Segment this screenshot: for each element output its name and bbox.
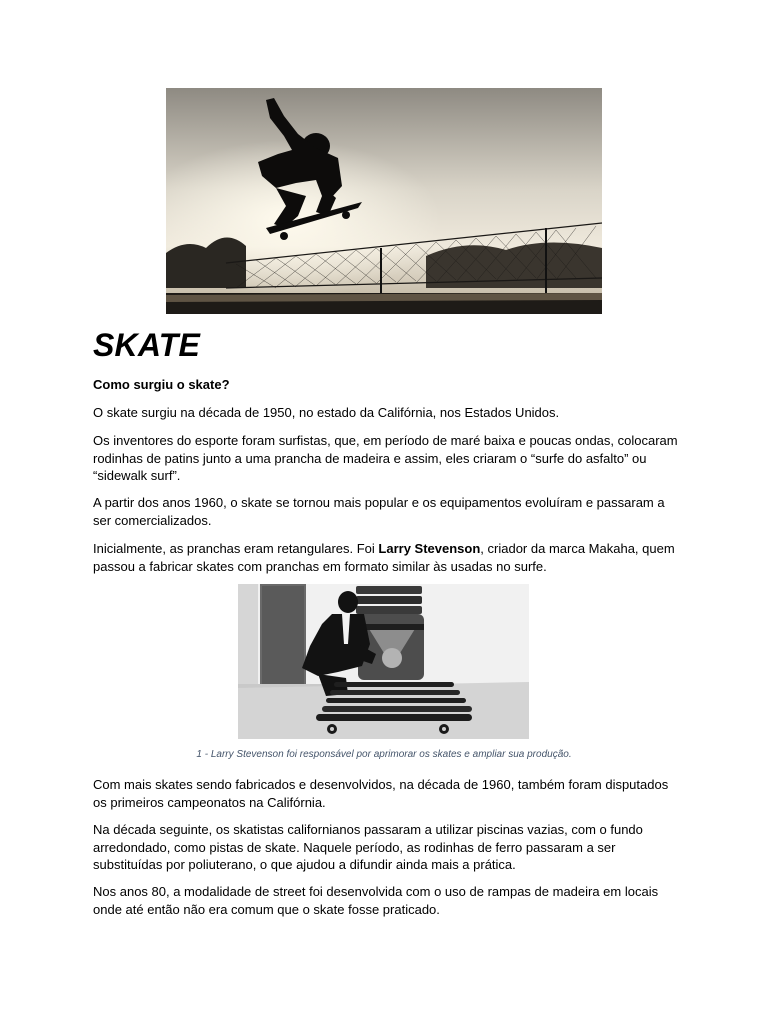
photo-caption: 1 - Larry Stevenson foi responsável por aprimorar os skates e ampliar sua produção. [196, 749, 572, 760]
paragraph-2 [93, 432, 683, 485]
subheading-text: Como surgiu o skate? [93, 377, 230, 392]
larry-stevenson-name: Larry Stevenson [378, 541, 481, 556]
paragraph-3-text: A partir dos anos 1960, o skate se tornou mais popular e os equipamentos evoluíram e passaram a ser comercializados. [93, 495, 665, 528]
paragraph-4-end: , criador da marca Makaha, quem passou a fabricar skates com pranchas em formato similar às usadas no surfe. [93, 541, 675, 574]
paragraph-4-text [93, 540, 683, 575]
skater-silhouette-photo [166, 88, 602, 314]
paragraph-5 [93, 776, 683, 811]
paragraph-5-text: Com mais skates sendo fabricados e desenvolvidos, na década de 1960, também foram disputados os primeiros campeonatos na Califórnia. [93, 777, 669, 810]
paragraph-2-text: Os inventores do esporte foram surfistas, que, em período de maré baixa e poucas ondas, colocaram rodinhas de patins junto a uma prancha de madeira e assim, eles criaram o “surfe do asfalto” ou “sidewalk surf”. [93, 433, 678, 483]
paragraph-4-start: Inicialmente, as pranchas eram retangulares. Foi [93, 541, 379, 556]
paragraph-3 [93, 494, 683, 529]
page-title: SKATE [93, 327, 201, 363]
paragraph-7-text: Nos anos 80, a modalidade de street foi desenvolvida com o uso de rampas de madeira em locais onde até então não era comum que o skate fosse praticado. [93, 884, 659, 917]
larry-stevenson-photo [238, 584, 529, 739]
paragraph-6-text: Na década seguinte, os skatistas californianos passaram a utilizar piscinas vazias, com o fundo arredondado, como pistas de skate. Naquele período, as rodinhas de ferro passaram a ser substituídas por poliuterano, o que ajudou a difundir ainda mais a prática. [93, 822, 643, 872]
subheading [93, 376, 683, 394]
paragraph-1-text: O skate surgiu na década de 1950, no estado da Califórnia, nos Estados Unidos. [93, 405, 560, 420]
paragraph-1 [93, 404, 683, 422]
paragraph-7 [93, 883, 683, 918]
paragraph-4 [93, 540, 683, 575]
paragraph-6 [93, 821, 683, 874]
